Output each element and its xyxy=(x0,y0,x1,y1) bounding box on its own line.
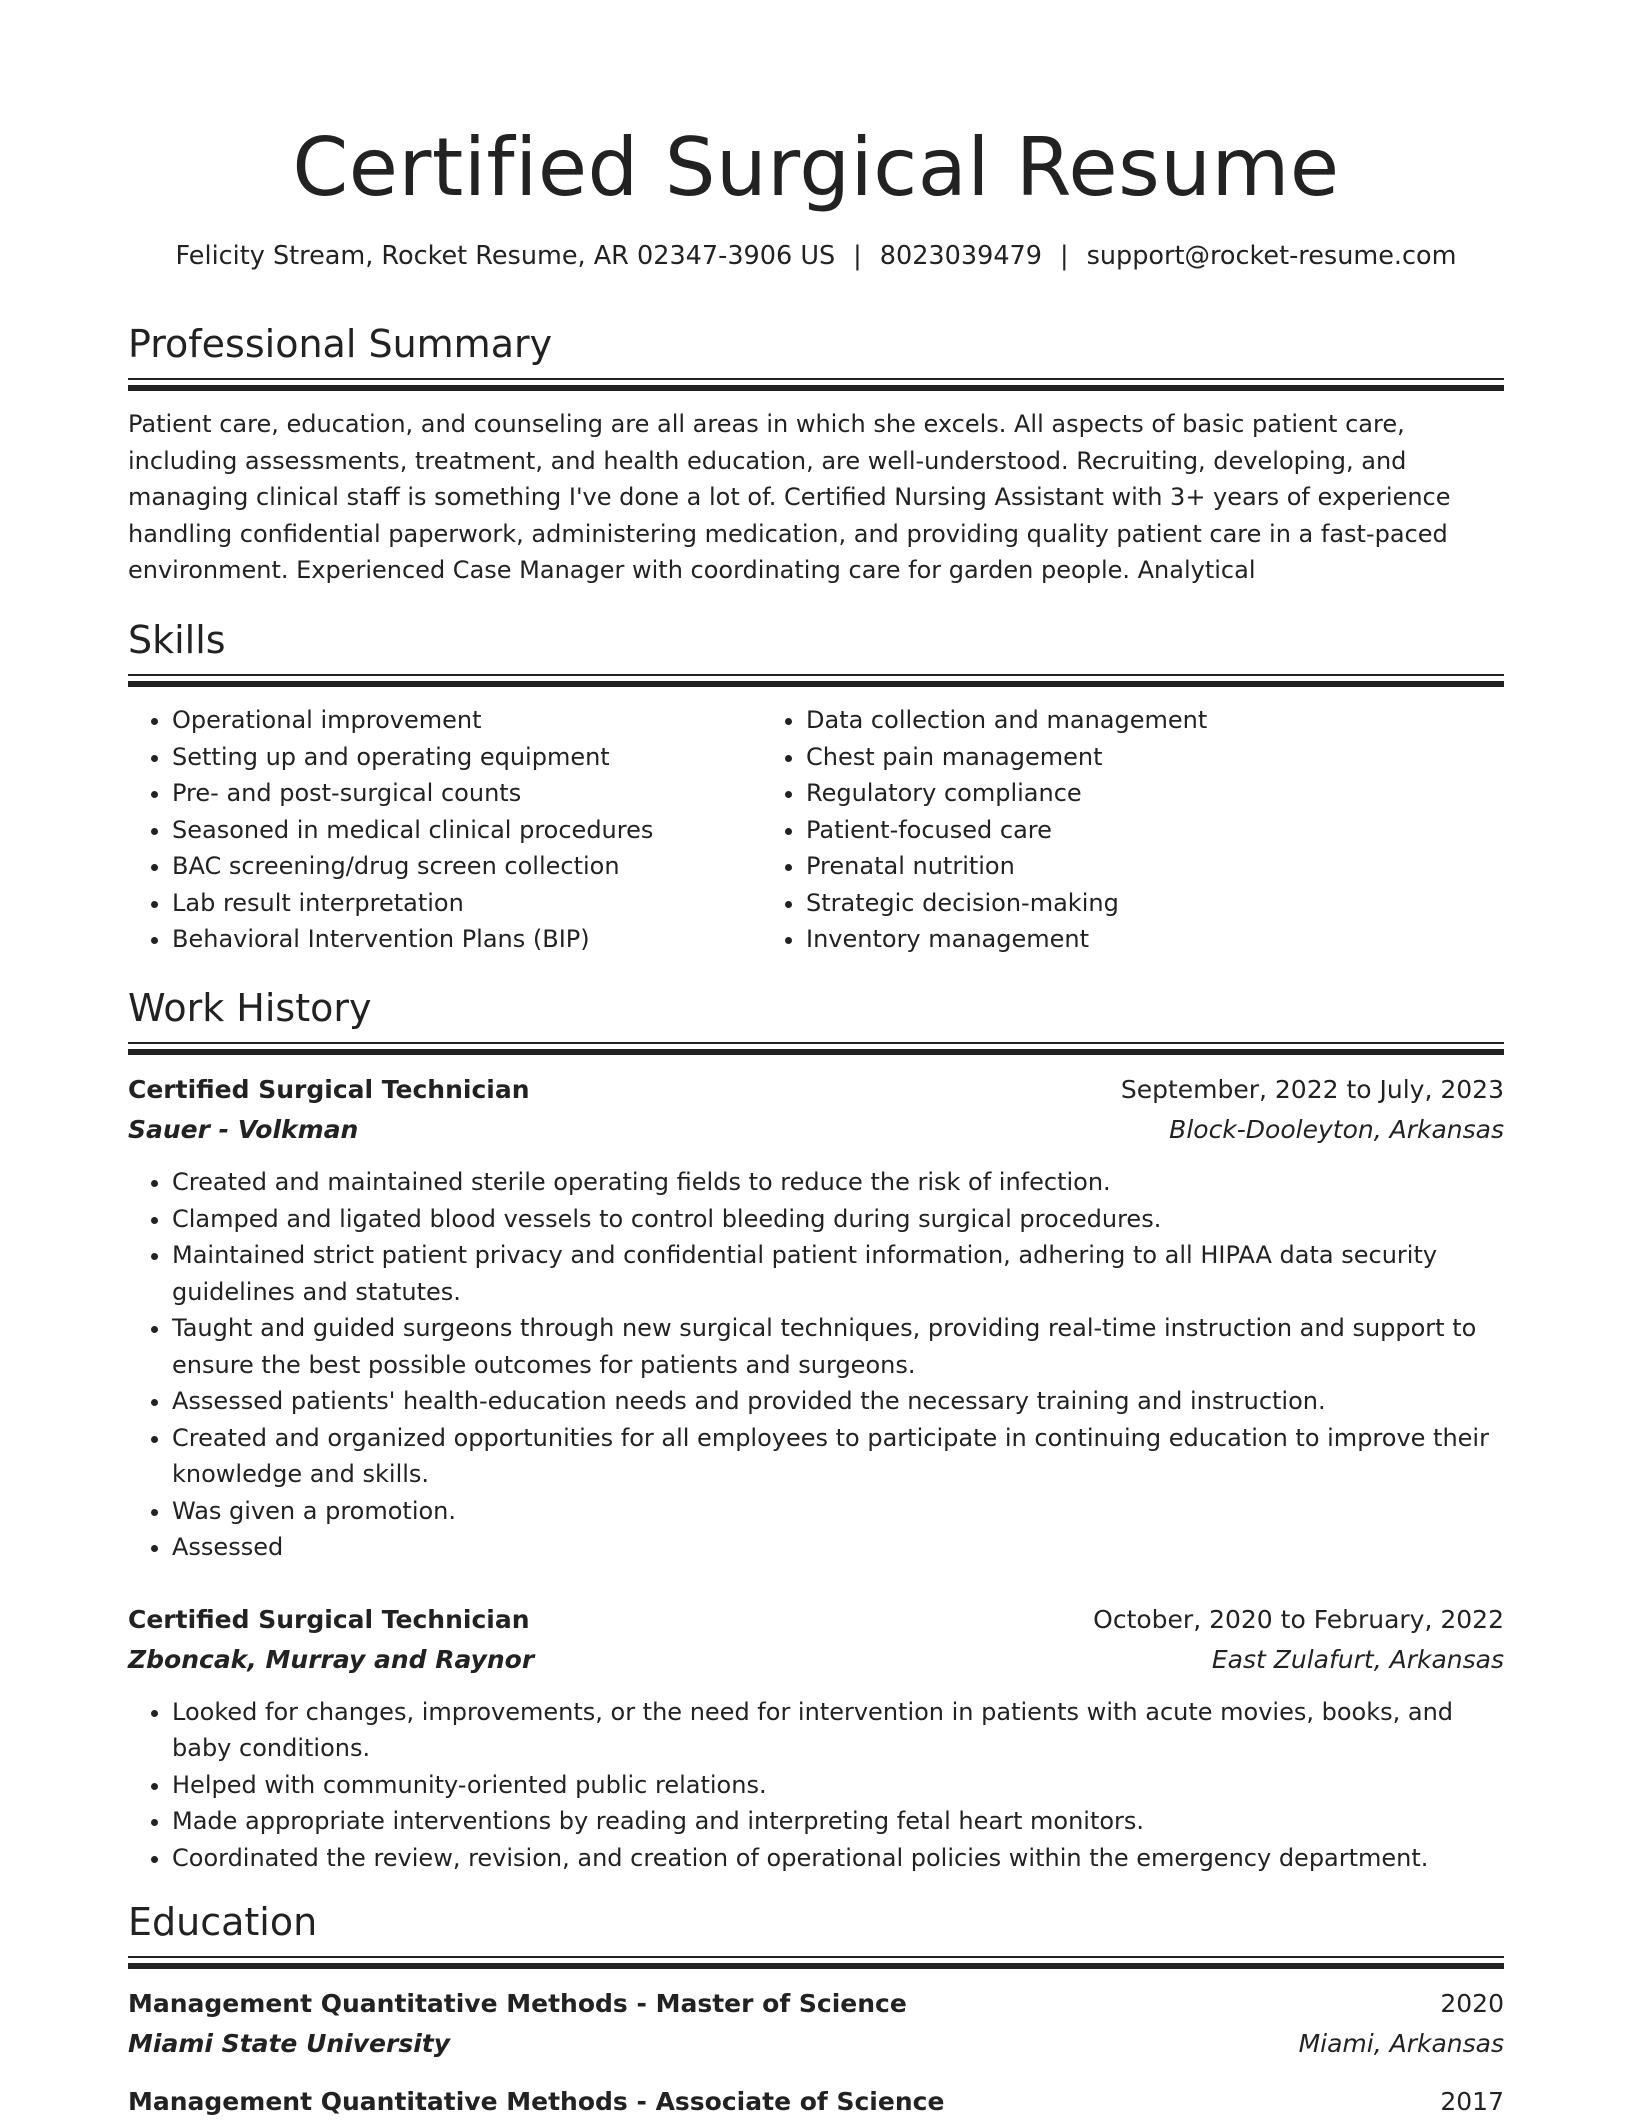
skill-item: • Chest pain management xyxy=(806,739,1504,776)
job-company: Zboncak, Murray and Raynor xyxy=(128,1644,535,1674)
job-dates: October, 2020 to February, 2022 xyxy=(1093,1604,1504,1634)
skill-item: • Lab result interpretation xyxy=(172,885,762,922)
job-dates: September, 2022 to July, 2023 xyxy=(1120,1075,1504,1104)
skill-item: • Behavioral Intervention Plans (BIP) xyxy=(172,921,762,958)
job-bullet: • Was given a promotion. xyxy=(172,1493,1504,1530)
resume-title: Certified Surgical Resume xyxy=(292,121,1340,214)
education-location: Miami, Arkansas xyxy=(1298,2029,1504,2058)
job-bullet: • Assessed patients' health-education needs and provided the necessary training and instruction. xyxy=(172,1383,1504,1420)
education-entry xyxy=(128,1984,1504,2064)
skill-item: • Regulatory compliance xyxy=(806,775,1504,812)
summary-text: Patient care, education, and counseling are all areas in which she excels. All aspects of basic patient care, including assessments, treatment, and health education, are well-understood. Recruiting, developing, and managing clinical staff is something I've done a lot of. Certified Nursing Assistant with 3+ years of experience handling confidential paperwork, administering medication, and providing quality patient care in a fast-paced environment. Experienced Case Manager with coordinating care for garden people. Analytical xyxy=(128,410,1451,584)
skill-item: • Data collection and management xyxy=(806,702,1504,739)
skill-item: • Pre- and post-surgical counts xyxy=(172,775,762,812)
education-header-row xyxy=(128,1984,1504,2024)
job-title: Certified Surgical Technician xyxy=(128,1604,530,1634)
skills-section xyxy=(128,616,1504,958)
job-company: Sauer - Volkman xyxy=(128,1115,359,1144)
job-bullet: • Created and organized opportunities for all employees to participate in continuing education to improve their knowledge and skills. xyxy=(172,1420,1504,1493)
skill-item: • Patient-focused care xyxy=(806,812,1504,849)
skills-list-left xyxy=(128,702,762,958)
contact-email: support@rocket-resume.com xyxy=(1086,241,1457,271)
job-entry xyxy=(128,1070,1504,1566)
skill-item: • Prenatal nutrition xyxy=(806,848,1504,885)
job-location: East Zulafurt, Arkansas xyxy=(1211,1644,1504,1674)
contact-address: Felicity Stream, Rocket Resume, AR 02347-3906 US xyxy=(175,241,836,271)
job-header-row xyxy=(128,1600,1504,1640)
contact-separator: | xyxy=(1060,241,1069,271)
summary-heading: Professional Summary xyxy=(128,322,553,366)
skill-item: • Strategic decision-making xyxy=(806,885,1504,922)
education-section xyxy=(128,1898,1504,2122)
skill-item: • Operational improvement xyxy=(172,702,762,739)
job-bullet: • Clamped and ligated blood vessels to control bleeding during surgical procedures. xyxy=(172,1201,1504,1238)
skills-list-right xyxy=(762,702,1504,958)
education-entry xyxy=(128,2082,1504,2122)
job-title: Certified Surgical Technician xyxy=(128,1075,530,1104)
job-bullet: • Maintained strict patient privacy and confidential patient information, adhering to all HIPAA data security guidelines and statutes. xyxy=(172,1237,1504,1310)
work-history-heading: Work History xyxy=(128,986,372,1030)
skill-item: • Inventory management xyxy=(806,921,1504,958)
job-bullet: • Coordinated the review, revision, and creation of operational policies within the emergency department. xyxy=(172,1840,1504,1877)
job-location: Block-Dooleyton, Arkansas xyxy=(1169,1115,1504,1144)
education-header-row xyxy=(128,2082,1504,2122)
education-degree: Management Quantitative Methods - Master of Science xyxy=(128,1989,907,2018)
job-bullet: • Taught and guided surgeons through new surgical techniques, providing real-time instruction and support to ensure the best possible outcomes for patients and surgeons. xyxy=(172,1310,1504,1383)
job-bullets xyxy=(128,1164,1504,1566)
education-year: 2017 xyxy=(1440,2087,1504,2116)
section-divider xyxy=(128,378,1504,392)
contact-separator: | xyxy=(853,241,862,271)
section-divider xyxy=(128,674,1504,688)
job-bullet: • Made appropriate interventions by reading and interpreting fetal heart monitors. xyxy=(172,1803,1504,1840)
education-year: 2020 xyxy=(1440,1989,1504,2018)
skill-item: • BAC screening/drug screen collection xyxy=(172,848,762,885)
skill-item: • Setting up and operating equipment xyxy=(172,739,762,776)
section-divider xyxy=(128,1042,1504,1056)
section-divider xyxy=(128,1956,1504,1970)
summary-section xyxy=(128,320,1504,589)
job-header-row xyxy=(128,1070,1504,1110)
skills-columns xyxy=(128,702,1504,958)
contact-line xyxy=(128,236,1504,276)
education-heading: Education xyxy=(128,1900,318,1944)
job-bullet: • Looked for changes, improvements, or the need for intervention in patients with acute movies, books, and baby conditions. xyxy=(172,1694,1504,1767)
education-degree: Management Quantitative Methods - Associate of Science xyxy=(128,2087,945,2116)
job-entry xyxy=(128,1600,1504,1877)
education-school: Miami State University xyxy=(128,2029,451,2058)
job-bullet: • Created and maintained sterile operating fields to reduce the risk of infection. xyxy=(172,1164,1504,1201)
education-school-row xyxy=(128,2024,1504,2064)
job-bullets xyxy=(128,1694,1504,1877)
skill-item: • Seasoned in medical clinical procedures xyxy=(172,812,762,849)
job-company-row xyxy=(128,1640,1504,1680)
job-company-row xyxy=(128,1110,1504,1150)
job-bullet: • Assessed xyxy=(172,1529,1504,1566)
skills-heading: Skills xyxy=(128,618,226,662)
job-bullet: • Helped with community-oriented public relations. xyxy=(172,1767,1504,1804)
contact-phone: 8023039479 xyxy=(879,241,1043,271)
work-history-section xyxy=(128,984,1504,1876)
